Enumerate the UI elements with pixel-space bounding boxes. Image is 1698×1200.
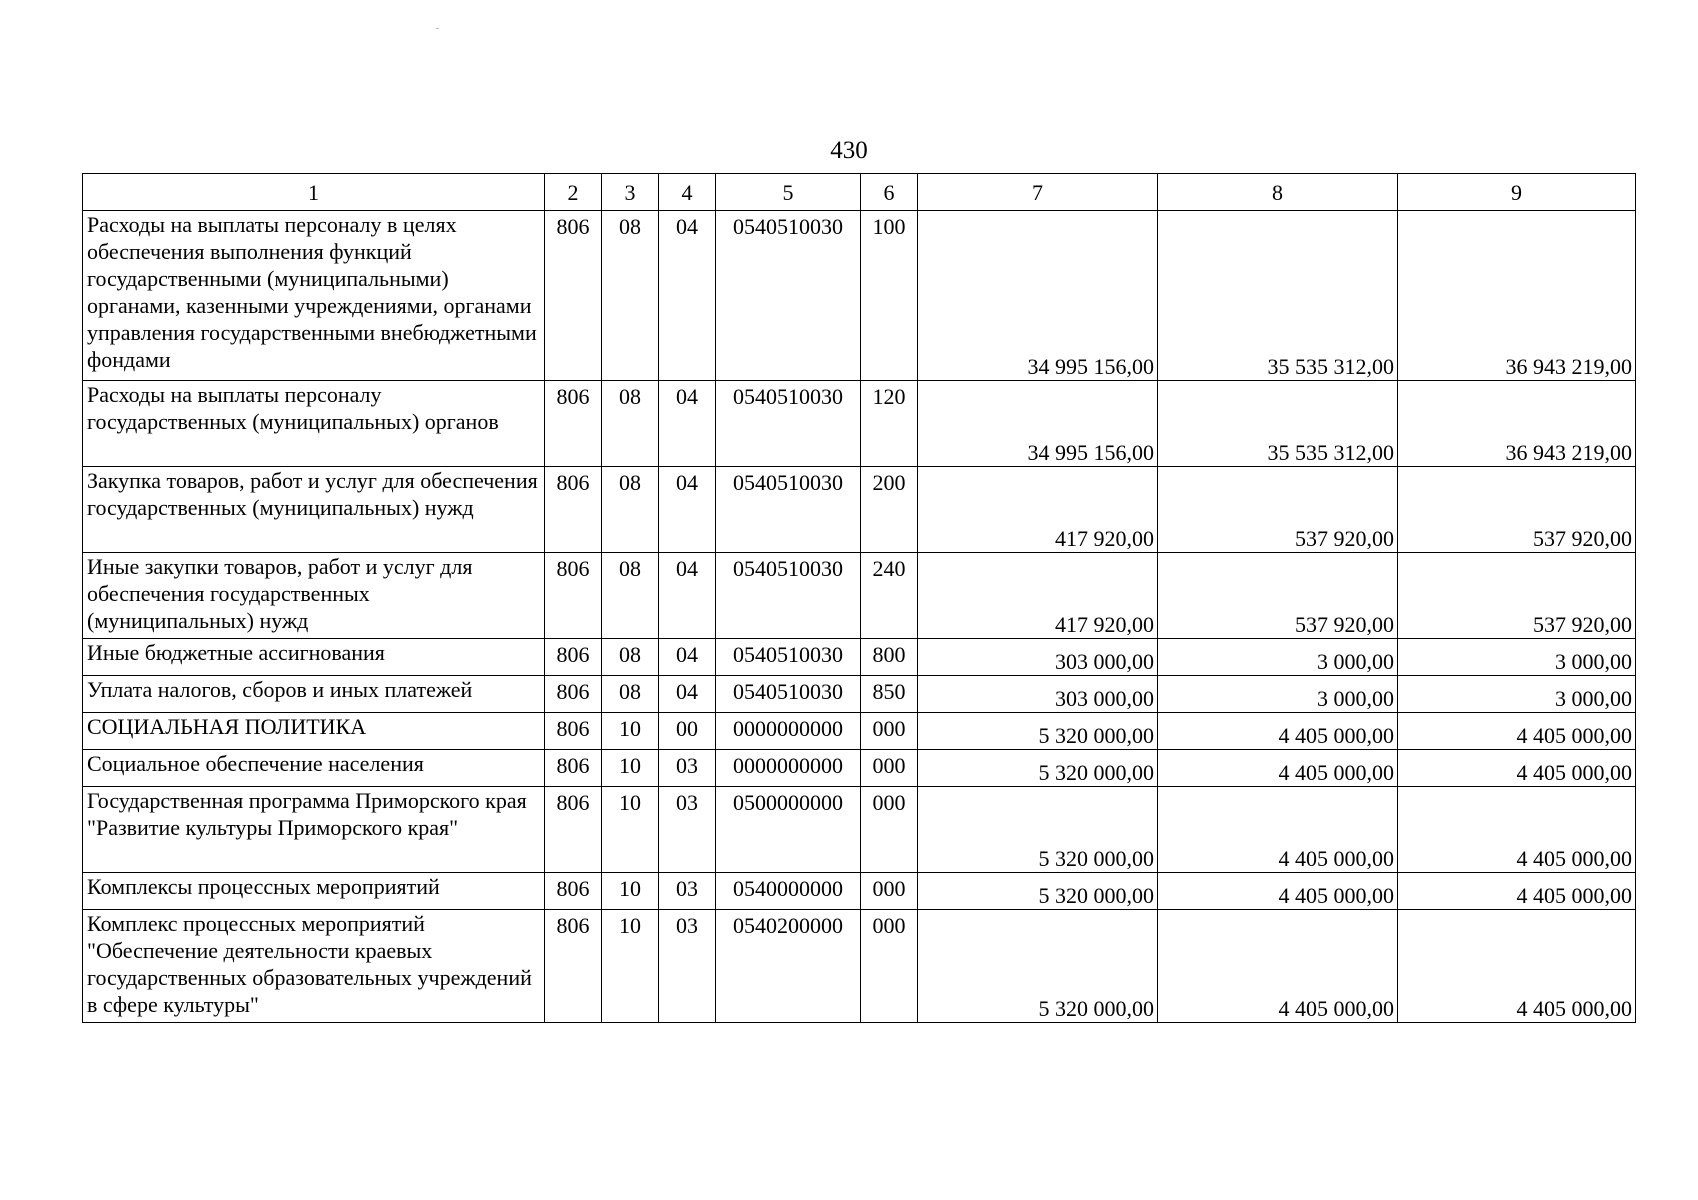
section-code: 08 [602,467,659,553]
table-row [83,553,1636,639]
expense-type-code: 000 [861,750,918,787]
expense-name: Уплата налогов, сборов и иных платежей [83,676,545,713]
amount-column-7: 34 995 156,00 [918,211,1158,381]
section-code: 10 [602,787,659,873]
column-number-2: 2 [545,174,602,211]
column-number-5: 5 [716,174,861,211]
expense-type-code: 850 [861,676,918,713]
amount-column-8: 537 920,00 [1158,467,1398,553]
amount-column-9: 4 405 000,00 [1398,750,1636,787]
ministry-code: 806 [545,750,602,787]
section-code: 08 [602,639,659,676]
column-number-9: 9 [1398,174,1636,211]
section-code: 10 [602,910,659,1023]
ministry-code: 806 [545,787,602,873]
amount-column-8: 35 535 312,00 [1158,381,1398,467]
subsection-code: 03 [659,750,716,787]
amount-column-9: 537 920,00 [1398,467,1636,553]
amount-column-8: 3 000,00 [1158,676,1398,713]
ministry-code: 806 [545,467,602,553]
expense-type-code: 000 [861,787,918,873]
table-row [83,873,1636,910]
subsection-code: 00 [659,713,716,750]
subsection-code: 04 [659,211,716,381]
target-article-code: 0540510030 [716,676,861,713]
expense-type-code: 100 [861,211,918,381]
expense-type-code: 240 [861,553,918,639]
ministry-code: 806 [545,713,602,750]
target-article-code: 0000000000 [716,750,861,787]
amount-column-7: 5 320 000,00 [918,713,1158,750]
amount-column-8: 4 405 000,00 [1158,787,1398,873]
subsection-code: 04 [659,553,716,639]
amount-column-7: 5 320 000,00 [918,750,1158,787]
amount-column-8: 537 920,00 [1158,553,1398,639]
column-number-1: 1 [83,174,545,211]
section-code: 10 [602,713,659,750]
expense-name: Иные закупки товаров, работ и услуг для обеспечения государственных (муниципальных) нужд [83,553,545,639]
section-code: 10 [602,873,659,910]
target-article-code: 0540510030 [716,211,861,381]
expense-name: Социальное обеспечение населения [83,750,545,787]
table-row [83,639,1636,676]
table-row [83,910,1636,1023]
page-number: 430 [830,137,868,164]
subsection-code: 03 [659,873,716,910]
expense-name: Комплексы процессных мероприятий [83,873,545,910]
expense-type-code: 000 [861,910,918,1023]
amount-column-7: 303 000,00 [918,639,1158,676]
expense-name: Иные бюджетные ассигнования [83,639,545,676]
column-number-3: 3 [602,174,659,211]
ministry-code: 806 [545,910,602,1023]
table-row [83,713,1636,750]
expense-name: Комплекс процессных мероприятий "Обеспечение деятельности краевых государственных образовательных учреждений в сфере культуры" [83,910,545,1023]
amount-column-7: 5 320 000,00 [918,910,1158,1023]
target-article-code: 0500000000 [716,787,861,873]
expense-type-code: 000 [861,713,918,750]
column-number-6: 6 [861,174,918,211]
target-article-code: 0540510030 [716,553,861,639]
amount-column-8: 35 535 312,00 [1158,211,1398,381]
subsection-code: 04 [659,467,716,553]
amount-column-8: 4 405 000,00 [1158,873,1398,910]
target-article-code: 0540510030 [716,381,861,467]
ministry-code: 806 [545,381,602,467]
subsection-code: 04 [659,381,716,467]
amount-column-9: 36 943 219,00 [1398,211,1636,381]
section-code: 08 [602,676,659,713]
ministry-code: 806 [545,873,602,910]
amount-column-7: 5 320 000,00 [918,873,1158,910]
target-article-code: 0540510030 [716,467,861,553]
amount-column-7: 417 920,00 [918,553,1158,639]
expense-name: Расходы на выплаты персоналу в целях обеспечения выполнения функций государственными (муниципальными) органами, казенными учреждениями, органами управления государственными внебюджетными фондами [83,211,545,381]
table-row [83,467,1636,553]
expense-type-code: 000 [861,873,918,910]
expense-name: Государственная программа Приморского края "Развитие культуры Приморского края" [83,787,545,873]
expense-type-code: 200 [861,467,918,553]
amount-column-9: 36 943 219,00 [1398,381,1636,467]
ministry-code: 806 [545,639,602,676]
expense-type-code: 120 [861,381,918,467]
column-number-row [83,174,1636,211]
ministry-code: 806 [545,211,602,381]
target-article-code: 0540200000 [716,910,861,1023]
table-row [83,750,1636,787]
table-row [83,211,1636,381]
expense-name: СОЦИАЛЬНАЯ ПОЛИТИКА [83,713,545,750]
table-row [83,787,1636,873]
table-row [83,676,1636,713]
amount-column-7: 5 320 000,00 [918,787,1158,873]
section-code: 08 [602,381,659,467]
amount-column-9: 3 000,00 [1398,639,1636,676]
expense-name: Закупка товаров, работ и услуг для обеспечения государственных (муниципальных) нужд [83,467,545,553]
amount-column-9: 3 000,00 [1398,676,1636,713]
amount-column-9: 537 920,00 [1398,553,1636,639]
amount-column-7: 34 995 156,00 [918,381,1158,467]
ministry-code: 806 [545,676,602,713]
subsection-code: 03 [659,910,716,1023]
ministry-code: 806 [545,553,602,639]
amount-column-9: 4 405 000,00 [1398,787,1636,873]
amount-column-9: 4 405 000,00 [1398,873,1636,910]
table-row [83,381,1636,467]
amount-column-8: 4 405 000,00 [1158,713,1398,750]
amount-column-8: 4 405 000,00 [1158,910,1398,1023]
subsection-code: 04 [659,676,716,713]
section-code: 10 [602,750,659,787]
column-number-7: 7 [918,174,1158,211]
expense-type-code: 800 [861,639,918,676]
amount-column-8: 4 405 000,00 [1158,750,1398,787]
scan-speck [436,28,439,29]
expense-name: Расходы на выплаты персоналу государственных (муниципальных) органов [83,381,545,467]
subsection-code: 03 [659,787,716,873]
amount-column-9: 4 405 000,00 [1398,910,1636,1023]
section-code: 08 [602,553,659,639]
target-article-code: 0540000000 [716,873,861,910]
section-code: 08 [602,211,659,381]
amount-column-7: 417 920,00 [918,467,1158,553]
target-article-code: 0540510030 [716,639,861,676]
column-number-4: 4 [659,174,716,211]
column-number-8: 8 [1158,174,1398,211]
target-article-code: 0000000000 [716,713,861,750]
budget-table [82,173,1636,1023]
amount-column-9: 4 405 000,00 [1398,713,1636,750]
amount-column-8: 3 000,00 [1158,639,1398,676]
subsection-code: 04 [659,639,716,676]
amount-column-7: 303 000,00 [918,676,1158,713]
